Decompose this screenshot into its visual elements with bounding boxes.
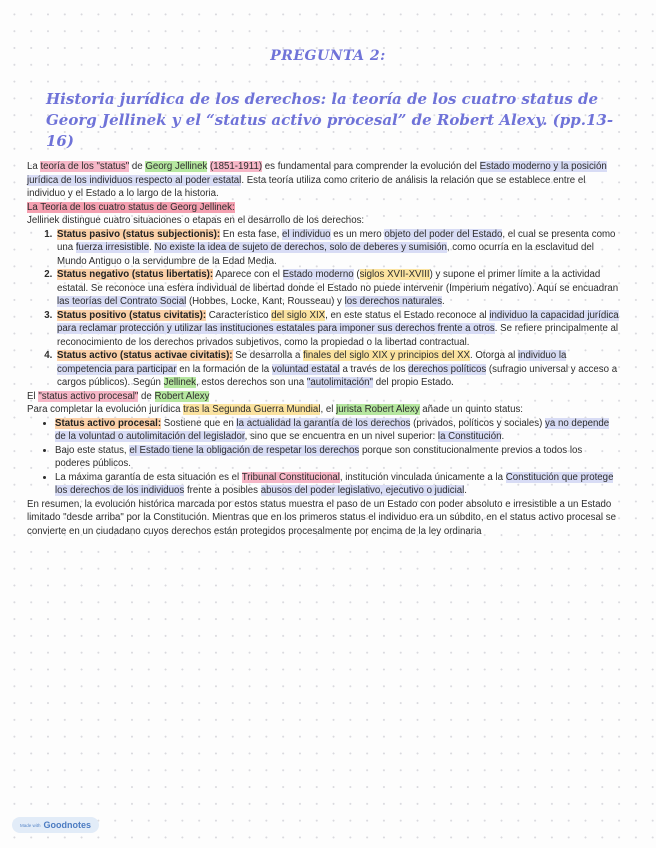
page-subtitle: Historia jurídica de los derechos: la teoría de los cuatro status de Georg Jellinek y el “status activo procesal” de Robert Alexy. (pp.13-16) — [46, 90, 614, 150]
alexy-bullet-list — [27, 417, 619, 498]
status-list — [27, 228, 619, 390]
section-heading-jellinek: La Teoría de los cuatro status de Georg Jellinek: — [27, 201, 235, 213]
badge-brand: Goodnotes — [43, 820, 92, 830]
highlight: teoría de los "status" — [40, 161, 130, 172]
highlight: Estado moderno y la posición jurídica de los individuos respecto al poder estatal — [27, 161, 607, 186]
section-lead: Para completar la evolución jurídica tras la Segunda Guerra Mundial, el jurista Robert Alexy añade un quinto status: — [27, 404, 523, 415]
highlight: Georg Jellinek — [145, 161, 208, 172]
list-item: 4. Status activo (status activae civitatis): Se desarrolla a finales del siglo XIX y principios del XX. Otorga al individuo la competencia para participar en la formación de la voluntad estatal a través de los derechos políticos (sufragio universal y acceso a cargos públicos). Según Jellinek, estos derechos son una "autolimitación" del propio Estado. — [55, 349, 619, 390]
goodnotes-badge — [12, 817, 99, 833]
section-heading-alexy: El "status activo procesal" de Robert Alexy — [27, 390, 210, 402]
page-title: PREGUNTA 2: — [270, 48, 386, 64]
list-item: 1. Status pasivo (status subjectionis): En esta fase, el individuo es un mero objeto del poder del Estado, el cual se presenta como una fuerza irresistible. No existe la idea de sujeto de derechos, solo de deberes y sumisión, como ocurría en la esclavitud del Mundo Antiguo o la servidumbre de la Edad Media. — [55, 228, 619, 269]
list-item: • Bajo este status, el Estado tiene la obligación de respetar los derechos porque son constitucionalmente previos a todos los poderes públicos. — [55, 444, 619, 471]
conclusion-paragraph: En resumen, la evolución histórica marcada por estos status muestra el paso de un Estado con poder absoluto e irresistible a un Estado limitado "desde arriba" por la Constitución. Mientras que en los primeros status el individuo era un súbdito, en el status activo procesal se convierte en un ciudadano cuyos derechos están protegidos procesalmente por encima de la ley ordinaria — [27, 498, 616, 537]
intro-paragraph: La teoría de los "status" de Georg Jellinek (1851-1911) es fundamental para comprender la evolución del Estado moderno y la posición jurídica de los individuos respecto al poder estatal. Esta teoría utiliza como criterio de análisis la relación que se establece entre el individuo y el Estado a lo largo de la historia. — [27, 161, 607, 199]
highlight: (1851-1911) — [210, 161, 263, 172]
list-item: • La máxima garantía de esta situación es el Tribunal Constitucional, institución vinculada únicamente a la Constitución que protege los derechos de los individuos frente a posibles abusos del poder legislativo, ejecutivo o judicial. — [55, 471, 619, 498]
list-item: 3. Status positivo (status civitatis): Característico del siglo XIX, en este status el Estado reconoce al individuo la capacidad jurídica para reclamar protección y utilizar las instituciones estatales para imponer sus derechos frente a otros. Se refiere principalmente al reconocimiento de los derechos privados subjetivos, como la propiedad o la libertad contractual. — [55, 309, 619, 350]
note-body — [27, 160, 619, 538]
badge-prefix: Made with — [20, 822, 41, 828]
section-lead: Jellinek distingue cuatro situaciones o etapas en el desarrollo de los derechos: — [27, 215, 365, 226]
list-item: • Status activo procesal: Sostiene que en la actualidad la garantía de los derechos (privados, políticos y sociales) ya no depende de la voluntad o autolimitación del legislador, sino que se encuentra en un nivel superior: la Constitución. — [55, 417, 619, 444]
list-item: 2. Status negativo (status libertatis): Aparece con el Estado moderno (siglos XVII-XVIII) y supone el primer límite a la actividad estatal. Se reconoce una esfera individual de libertad donde el Estado no puede intervenir (Imperium negativo). Aquí se encuadran las teorías del Contrato Social (Hobbes, Locke, Kant, Rousseau) y los derechos naturales. — [55, 268, 619, 309]
